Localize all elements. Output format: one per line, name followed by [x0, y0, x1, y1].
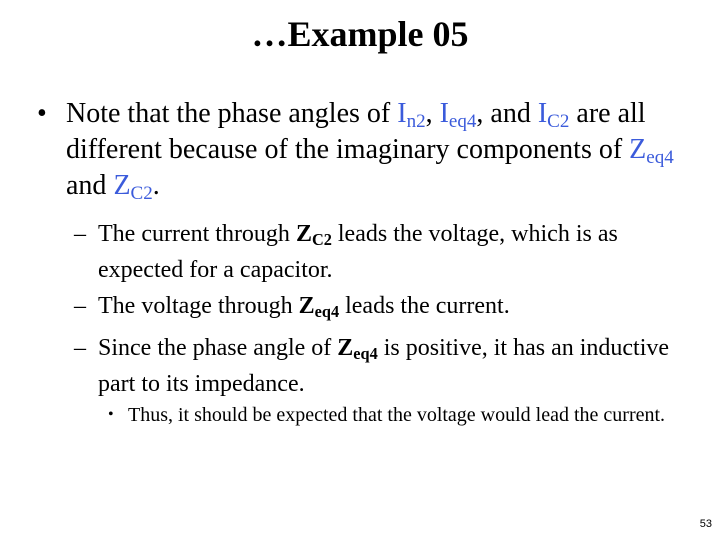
- subbullet-text: The voltage through $Z_{eq4}$ leads the current.: [98, 293, 510, 322]
- bullet-phase-angles: [37, 96, 677, 204]
- dash-marker: –: [74, 335, 86, 361]
- bullet-marker: •: [37, 98, 47, 129]
- impedance-Zeq4-bold: $Z_{eq4}$: [337, 335, 378, 364]
- impedance-Zeq4-bold: $Z_{eq4}$: [298, 293, 340, 322]
- page-number: 53: [699, 518, 712, 530]
- subbullet-text: The current through $Z_{C2}$ leads the voltage, which is as expected for a capacitor.: [98, 221, 618, 283]
- bullet-marker: •: [108, 406, 114, 423]
- subbullet-capacitor: [74, 216, 674, 288]
- dash-marker: –: [74, 221, 86, 247]
- current-In2: $I_{n2}$: [397, 98, 426, 132]
- subsubbullet-conclusion: [108, 400, 668, 430]
- slide-title: …Example 05: [251, 14, 469, 54]
- current-Ieq4: $I_{eq4}$: [439, 98, 477, 132]
- impedance-Zeq4: $Z_{eq4}$: [629, 134, 674, 168]
- subbullet-text: Since the phase angle of $Z_{eq4}$ is positive, it has an inductive part to its impedance.: [98, 335, 670, 397]
- current-IC2: $I_{C2}$: [537, 98, 570, 132]
- subsubbullet-text: Thus, it should be expected that the voltage would lead the current.: [128, 404, 666, 426]
- subbullet-inductive: [74, 330, 674, 402]
- impedance-ZC2-bold: $Z_{C2}$: [295, 221, 332, 250]
- impedance-ZC2: $Z_{C2}$: [113, 170, 153, 204]
- dash-marker: –: [74, 293, 86, 319]
- bullet-text: Note that the phase angles of $I_{n2}$, $I_{eq4}$, and $I_{C2}$ are all different because of the imaginary components of $Z_{eq4}$ and $Z_{C2}$.: [66, 98, 674, 204]
- subbullet-voltage-leads: [74, 288, 674, 324]
